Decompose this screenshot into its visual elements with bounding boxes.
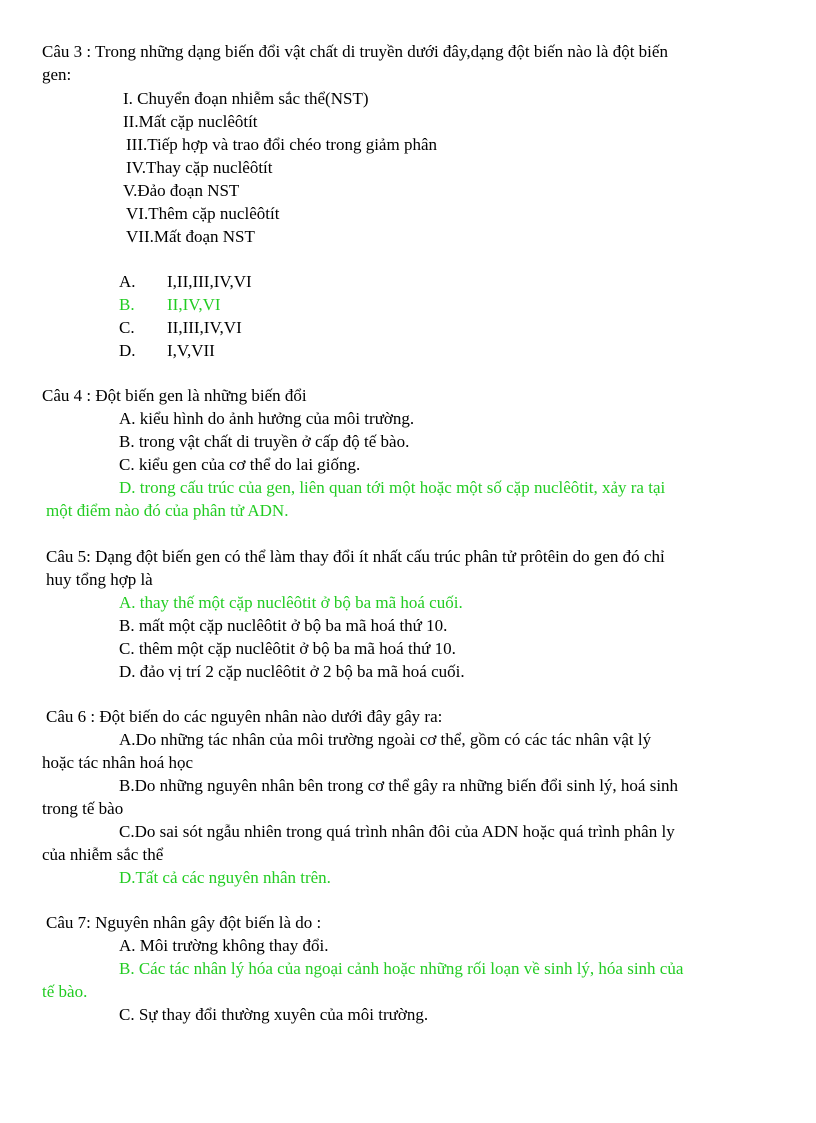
q7-stem: Câu 7: Nguyên nhân gây đột biến là do : xyxy=(46,913,322,932)
q7-option-b-line1-correct: B. Các tác nhân lý hóa của ngoại cảnh hoặc những rối loạn về sinh lý, hóa sinh của xyxy=(119,959,684,978)
q5-option-a-correct: A. thay thế một cặp nuclêôtit ở bộ ba mã hoá cuối. xyxy=(119,593,463,612)
q3-option-b-correct xyxy=(119,293,221,316)
q4-stem: Câu 4 : Đột biến gen là những biến đổi xyxy=(42,386,307,405)
q3-item: I. Chuyển đoạn nhiễm sắc thể(NST) xyxy=(123,89,369,108)
q4-option-c: C. kiểu gen của cơ thể do lai giống. xyxy=(119,455,361,474)
option-letter: B. xyxy=(119,295,135,314)
q3-item: IV.Thay cặp nuclêôtít xyxy=(126,158,273,177)
q7-option-b-line2-correct: tế bào. xyxy=(42,982,88,1001)
q3-item: III.Tiếp hợp và trao đổi chéo trong giảm phân xyxy=(126,135,437,154)
q3-item: II.Mất cặp nuclêôtít xyxy=(123,112,258,131)
q3-stem-line1: Câu 3 : Trong những dạng biến đổi vật chất di truyền dưới đây,dạng đột biến nào là đột biến xyxy=(42,42,668,61)
q6-option-b-line2: trong tế bào xyxy=(42,799,124,818)
q3-item: VI.Thêm cặp nuclêôtít xyxy=(126,204,280,223)
q3-option-a xyxy=(119,270,252,293)
q3-option-c xyxy=(119,316,242,339)
option-letter: D. xyxy=(119,341,136,360)
q5-option-c: C. thêm một cặp nuclêôtit ở bộ ba mã hoá thứ 10. xyxy=(119,639,456,658)
q5-stem-line1: Câu 5: Dạng đột biến gen có thể làm thay đổi ít nhất cấu trúc phân tử prôtêin do gen đó chỉ xyxy=(46,547,665,566)
q5-stem-line2: huy tổng hợp là xyxy=(46,570,153,589)
q6-option-b-line1: B.Do những nguyên nhân bên trong cơ thể gây ra những biến đổi sinh lý, hoá sinh xyxy=(119,776,679,795)
option-text: II,IV,VI xyxy=(167,295,221,314)
option-text: I,V,VII xyxy=(167,341,215,360)
q7-option-a: A. Môi trường không thay đổi. xyxy=(119,936,329,955)
option-letter: C. xyxy=(119,318,135,337)
option-letter: A. xyxy=(119,272,136,291)
option-text: II,III,IV,VI xyxy=(167,318,242,337)
q4-option-b: B. trong vật chất di truyền ở cấp độ tế bào. xyxy=(119,432,410,451)
q3-item: VII.Mất đoạn NST xyxy=(126,227,255,246)
q3-stem-line2: gen: xyxy=(42,65,72,84)
q6-option-a-line1: A.Do những tác nhân của môi trường ngoài cơ thể, gồm có các tác nhân vật lý xyxy=(119,730,652,749)
q6-stem: Câu 6 : Đột biến do các nguyên nhân nào dưới đây gây ra: xyxy=(46,707,443,726)
q6-option-a-line2: hoặc tác nhân hoá học xyxy=(42,753,194,772)
q5-option-b: B. mất một cặp nuclêôtit ở bộ ba mã hoá thứ 10. xyxy=(119,616,448,635)
q5-option-d: D. đảo vị trí 2 cặp nuclêôtit ở 2 bộ ba mã hoá cuối. xyxy=(119,662,465,681)
q6-option-d-correct: D.Tất cả các nguyên nhân trên. xyxy=(119,868,331,887)
q4-option-a: A. kiểu hình do ảnh hưởng của môi trường. xyxy=(119,409,415,428)
option-text: I,II,III,IV,VI xyxy=(167,272,252,291)
q6-option-c-line1: C.Do sai sót ngẫu nhiên trong quá trình nhân đôi của ADN hoặc quá trình phân ly xyxy=(119,822,675,841)
q3-item: V.Đảo đoạn NST xyxy=(123,181,240,200)
q4-option-d-correct: D. trong cấu trúc của gen, liên quan tới một hoặc một số cặp nuclêôtit, xảy ra tại xyxy=(119,478,666,497)
q4-option-d-cont: một điểm nào đó của phân tử ADN. xyxy=(46,501,289,520)
q3-option-d xyxy=(119,339,215,362)
q7-option-c: C. Sự thay đổi thường xuyên của môi trường. xyxy=(119,1005,429,1024)
q6-option-c-line2: của nhiễm sắc thể xyxy=(42,845,164,864)
